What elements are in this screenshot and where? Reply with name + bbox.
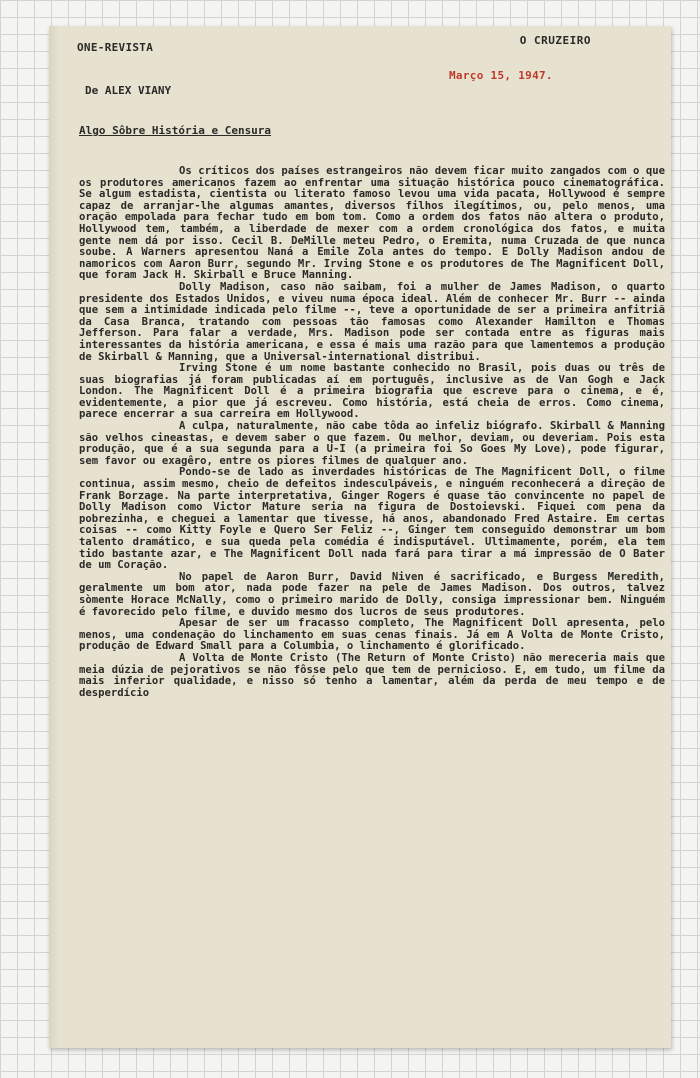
paragraph: Apesar de ser um fracasso completo, The Magnificent Doll apresenta, pelo menos, uma condenação do linchamento em suas cenas finais. Já em A Volta de Monte Cristo, produção de Edward Small para a Columbia, o linchamento é glorificado. xyxy=(79,617,665,653)
magazine-name: O CRUZEIRO xyxy=(519,34,591,47)
date-stamp: Março 15, 1947. xyxy=(449,69,553,82)
article-title: Algo Sôbre História e Censura xyxy=(79,124,272,137)
publication-header: ONE-REVISTA xyxy=(77,41,154,54)
paragraph: Irving Stone é um nome bastante conhecido no Brasil, pois duas ou três de suas biografias já foram publicadas aí em português, inclusive as de Van Gogh e Jack London. The Magnificent Doll é a primeira biografia que escreve para o cinema, e é, evidentemente, a pior que já escreveu. Como história, está cheia de erros. Como cinema, parece encerrar a sua carreira em Hollywood. xyxy=(79,362,665,421)
paragraph: Pondo-se de lado as inverdades históricas de The Magnificent Doll, o filme continua, assim mesmo, cheio de defeitos indesculpáveis, e ninguém reconhecerá a direção de Frank Borzage. Na parte interpretativa, Ginger Rogers é quase tão convincente no papel de Dolly Madison como Victor Mature seria na figura de Dostoievski. Fiquei com pena da pobrezinha, e cheguei a lamentar que tivesse, há anos, abandonado Fred Astaire. Em certas coisas -- como Kitty Foyle e Quero Ser Feliz --, Ginger tem conseguido demonstrar um bom talento dramático, e sua queda pela comédia é indisputável. Ultimamente, porém, ela tem tido bastante azar, e The Magnificent Doll nada fará para tirar a má impressão de O Bater de um Coração. xyxy=(79,466,665,572)
paragraph: Os críticos dos países estrangeiros não devem ficar muito zangados com o que os produtores americanos fazem ao enfrentar uma situação histórica pouco cinematográfica. Se algum estadista, cientista ou literato famoso levou uma vida pacata, Hollywood é sempre capaz de arranjar-lhe algumas amantes, diversos filhos ilegítimos, ou, pelo menos, uma oração empolada para fechar tudo em bom tom. Como a ordem dos fatos não altera o produto, Hollywood tem, também, a liberdade de mexer com a ordem cronológica dos fatos, e muita gente nem dá por isso. Cecil B. DeMille meteu Pedro, o Eremita, numa Cruzada de que nunca soube. A Warners apresentou Naná a Emile Zola antes do tempo. E Dolly Madison andou de namoricos com Aaron Burr, segundo Mr. Irving Stone e os produtores de The Magnificent Doll, que foram Jack H. Skirball e Bruce Manning. xyxy=(79,165,665,282)
paragraph: Dolly Madison, caso não saibam, foi a mulher de James Madison, o quarto presidente dos Estados Unidos, e viveu numa época ideal. Além de conhecer Mr. Burr -- ainda que sem a intimidade indicada pelo filme --, teve a oportunidade de ser a primeira anfitriã da Casa Branca, tratando com pessoas tão famosas como Alexander Hamilton e Thomas Jefferson. Para falar a verdade, Mrs. Madison pode ser contada entre as figuras mais interessantes da história americana, e essa é mais uma razão para que lamentemos a produção de Skirball & Manning, que a Universal-international distribui. xyxy=(79,280,665,363)
typewritten-page xyxy=(49,26,671,1048)
author-line: De ALEX VIANY xyxy=(85,84,172,97)
paragraph: No papel de Aaron Burr, David Niven é sacrificado, e Burgess Meredith, geralmente um bom ator, nada pode fazer na pele de James Madison. Dos outros, talvez sòmente Horace McNally, como o primeiro marido de Dolly, consiga impressionar bem. Ninguém é favorecido pelo filme, e duvido mesmo dos lucros de seus produtores. xyxy=(79,570,665,618)
paragraph: A culpa, naturalmente, não cabe tôda ao infeliz biógrafo. Skirball & Manning são velhos cineastas, e devem saber o que fazem. Ou melhor, deviam, ou deveriam. Pois esta produção, que é a sua segunda para a U-I (a primeira foi So Goes My Love), pode figurar, sem favor ou exagêro, entre os piores filmes de qualquer ano. xyxy=(79,420,665,467)
article-body xyxy=(79,166,665,699)
paragraph: A Volta de Monte Cristo (The Return of Monte Cristo) não mereceria mais que meia dúzia de pejorativos se não fôsse pelo que tem de pernicioso. E, em tudo, um filme da mais inferior qualidade, e nisso só tenho a lamentar, além da perda de meu tempo e de desperdício xyxy=(79,651,665,699)
page-edge-shadow xyxy=(49,26,59,1048)
